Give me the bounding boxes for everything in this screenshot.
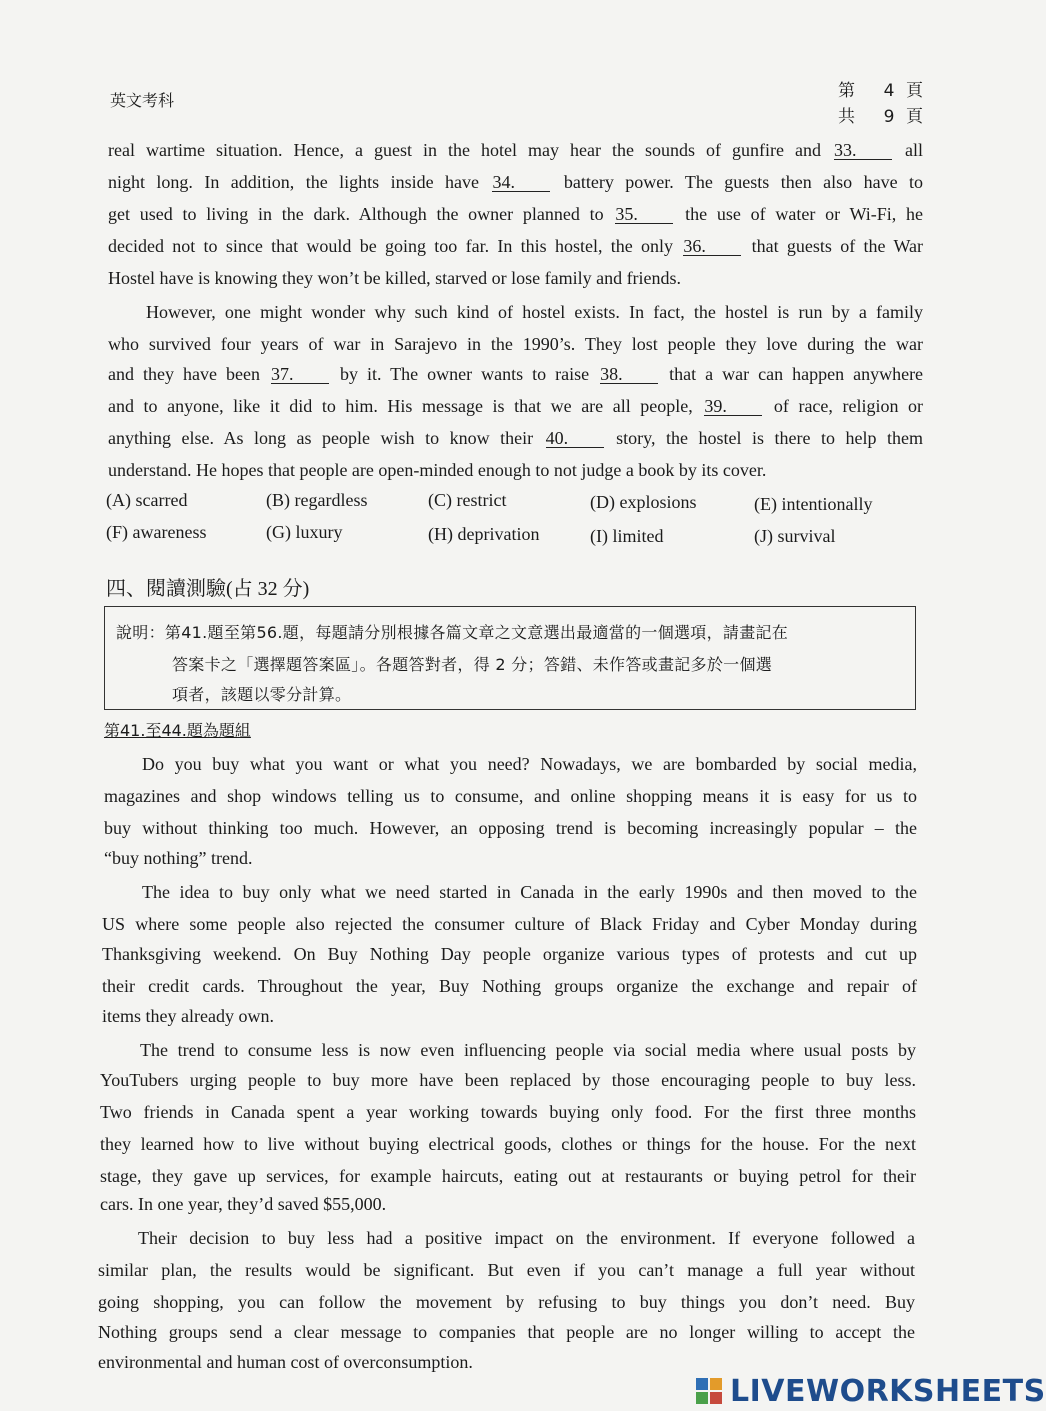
passage-line: and to anyone, like it did to him. His message is that we are all people, 39. of race, religion or [108,396,924,416]
reading-line: cars. In one year, they’d saved $55,000. [100,1194,387,1214]
reading-line: items they already own. [102,1006,274,1026]
page-info [838,78,940,130]
reading-line: US where some people also rejected the consumer culture of Black Friday and Cyber Monday during [102,914,917,934]
reading-line: “buy nothing” trend. [104,848,253,868]
passage-line: understand. He hopes that people are open-minded enough to not judge a book by its cover. [108,460,767,480]
option-f[interactable]: (F) awareness [106,522,207,542]
reading-line: they learned how to live without buying electrical goods, clothes or things for the house. For the next [100,1134,916,1154]
liveworksheets-logo-text: LIVEWORKSHEETS [730,1374,1046,1409]
option-a[interactable]: (A) scarred [106,490,188,510]
passage-line: who survived four years of war in Sarajevo in the 1990’s. They lost people they love during the war [108,334,923,354]
page-unit: 頁 [906,81,923,101]
answer-blank-35[interactable]: 35. [615,205,673,224]
answer-blank-37[interactable]: 37. [271,365,329,384]
liveworksheets-logo-icon [695,1376,725,1406]
total-label: 共 [838,107,855,127]
passage-line: anything else. As long as people wish to know their 40. story, the hostel is there to help them [108,428,924,448]
subject-label: 英文考科 [110,93,175,110]
passage-line: decided not to since that would be going too far. In this hostel, the only 36. that guests of the War [108,236,924,256]
instructions-line: 說明：第41.題至第56.題，每題請分別根據各篇文章之文意選出最適當的一個選項，請畫記在 [116,623,789,642]
reading-line: magazines and shop windows telling us to consume, and online shopping means it is easy for us to [104,786,917,806]
reading-line: buy without thinking too much. However, an opposing trend is becoming increasingly popular – the [104,818,917,838]
instructions-line: 答案卡之「選擇題答案區」。各題答對者，得 2 分；答錯、未作答或畫記多於一個選 [172,655,773,674]
page-number: 4 [883,81,895,101]
passage-line: Hostel have is knowing they won’t be killed, starved or lose family and friends. [108,268,682,288]
passage-line: However, one might wonder why such kind of hostel exists. In fact, the hostel is run by a family [146,302,923,322]
question-group-label: 第41.至44.題為題組 [104,721,251,740]
reading-line: their credit cards. Throughout the year, Buy Nothing groups organize the exchange and repair of [102,976,917,996]
instructions-line: 項者，該題以零分計算。 [172,685,352,704]
reading-line: The trend to consume less is now even influencing people via social media where usual posts by [140,1040,916,1060]
answer-blank-38[interactable]: 38. [600,365,658,384]
answer-blank-40[interactable]: 40. [546,429,604,448]
option-d[interactable]: (D) explosions [590,492,697,512]
section-points: (占 32 分) [226,578,310,600]
option-g[interactable]: (G) luxury [266,522,343,542]
reading-line: stage, they gave up services, for example haircuts, eating out at restaurants or buying petrol for their [100,1166,916,1186]
passage-line: night long. In addition, the lights inside have 34. battery power. The guests then also have to [108,172,923,192]
page-label: 第 [838,81,855,101]
section-title: 四、閱讀測驗 [106,576,226,600]
option-e[interactable]: (E) intentionally [754,494,873,514]
reading-line: Do you buy what you want or what you need? Nowadays, we are bombarded by social media, [142,754,917,774]
reading-line: similar plan, the results would be significant. But even if you can’t manage a full year without [98,1260,915,1280]
passage-line: get used to living in the dark. Although the owner planned to 35. the use of water or Wi-Fi, he [108,204,924,224]
reading-line: Thanksgiving weekend. On Buy Nothing Day people organize various types of protests and cut up [102,944,917,964]
answer-blank-34[interactable]: 34. [492,173,550,192]
reading-line: Two friends in Canada spent a year working towards buying only food. For the first three months [100,1102,916,1122]
passage-line: and they have been 37. by it. The owner wants to raise 38. that a war can happen anywhere [108,364,924,384]
option-b[interactable]: (B) regardless [266,490,368,510]
reading-line: Their decision to buy less had a positive impact on the environment. If everyone followed a [138,1228,915,1248]
total-pages: 9 [883,107,895,127]
option-j[interactable]: (J) survival [754,526,836,546]
reading-line: environmental and human cost of overconsumption. [98,1352,473,1372]
total-unit: 頁 [906,107,923,127]
answer-blank-33[interactable]: 33. [834,141,892,160]
reading-line: Nothing groups send a clear message to companies that people are no longer willing to accept the [98,1322,915,1342]
answer-blank-39[interactable]: 39. [704,397,762,416]
option-c[interactable]: (C) restrict [428,490,507,510]
reading-line: The idea to buy only what we need started in Canada in the early 1990s and then moved to the [142,882,917,902]
passage-line: real wartime situation. Hence, a guest in the hotel may hear the sounds of gunfire and 33. all [108,140,924,160]
option-h[interactable]: (H) deprivation [428,524,540,544]
reading-line: YouTubers urging people to buy more have been replaced by those encouraging people to buy less. [100,1070,916,1090]
reading-line: going shopping, you can follow the movement by refusing to buy things you don’t need. Buy [98,1292,915,1312]
answer-blank-36[interactable]: 36. [683,237,741,256]
section-heading [106,572,309,601]
option-i[interactable]: (I) limited [590,526,664,546]
